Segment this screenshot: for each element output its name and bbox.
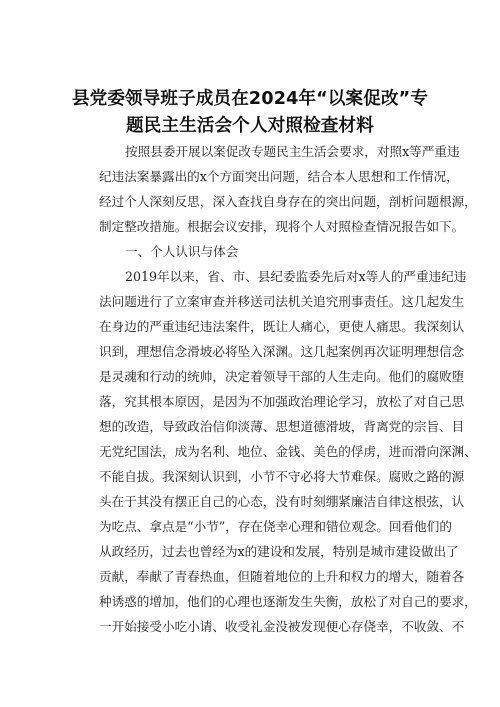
intro-line: 按照县委开展以案促改专题民主生活会要求，对照x等严重违 bbox=[125, 144, 460, 159]
intro-line: 纪违法案暴露出的x个方面突出问题，结合本人思想和工作情况， bbox=[99, 169, 459, 184]
document-title-line-1: 县党委领导班子成员在2024年“以案促改”专 bbox=[71, 89, 429, 109]
body-line: 为吃点、拿点是“小节”，存在侥幸心理和错位观念。回看他们的 bbox=[99, 519, 452, 534]
body-line: 法问题进行了立案审查并移送司法机关追究刑事责任。这几起发生 bbox=[99, 294, 465, 309]
body-line: 种诱惑的增加，他们的心理也逐渐发生失衡，放松了对自己的要求， bbox=[99, 594, 477, 609]
section-heading: 一、个人认识与体会 bbox=[125, 244, 239, 259]
body-line: 落，究其根本原因，是因为不加强政治理论学习，放松了对自己思 bbox=[99, 394, 465, 409]
body-line: 想的改造，导致政治信仰淡薄、思想道德滑坡，背离党的宗旨、目 bbox=[99, 419, 465, 434]
intro-line: 经过个人深刻反思，深入查找自身存在的突出问题，剖析问题根源， bbox=[99, 194, 477, 209]
body-line: 从政经历，过去也曾经为x的建设和发展，特别是城市建设做出了 bbox=[99, 544, 459, 559]
body-line: 贡献，奉献了青春热血，但随着地位的上升和权力的增大，随着各 bbox=[99, 569, 465, 584]
body-line: 识到，理想信念滑坡必将坠入深渊。这几起案例再次证明理想信念 bbox=[99, 344, 465, 359]
body-line: 一开始接受小吃小请、收受礼金没被发现便心存侥幸，不收敛、不 bbox=[99, 619, 465, 634]
body-line: 头在于其没有摆正自己的心态，没有时刻绷紧廉洁自律这根弦，认 bbox=[99, 494, 465, 509]
body-line: 不能自拔。我深刻认识到，小节不守必将大节难保。腐败之路的源 bbox=[99, 469, 465, 484]
document-title-line-2: 题民主生活会个人对照检查材料 bbox=[126, 116, 374, 136]
body-line: 在身边的严重违纪违法案件，既让人痛心，更使人痛思。我深刻认 bbox=[99, 319, 465, 334]
body-line: 2019年以来，省、市、县纪委监委先后对x等人的严重违纪违 bbox=[125, 269, 467, 284]
body-line: 是灵魂和行动的统帅，决定着领导干部的人生走向。他们的腐败堕 bbox=[99, 369, 465, 384]
intro-line: 制定整改措施。根据会议安排，现将个人对照检查情况报告如下。 bbox=[99, 219, 465, 234]
body-line: 无党纪国法，成为名利、地位、金钱、美色的俘虏，进而滑向深渊、 bbox=[99, 444, 477, 459]
